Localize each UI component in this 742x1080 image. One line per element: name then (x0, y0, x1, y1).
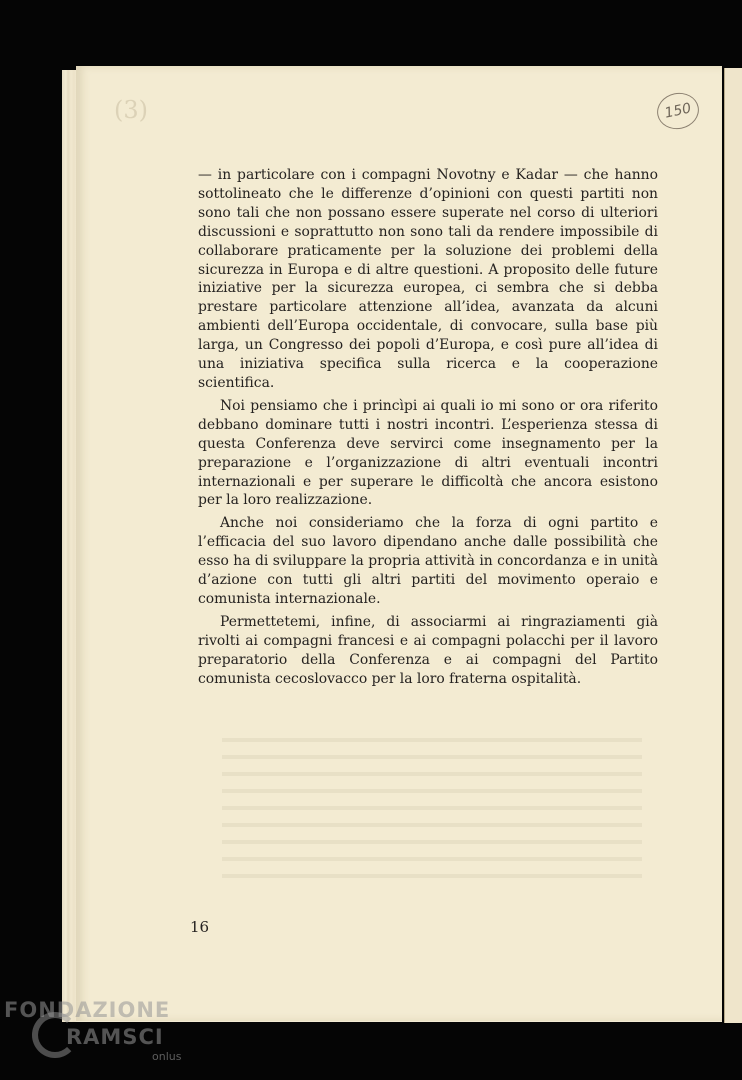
archive-stamp: 150 (654, 89, 703, 133)
paragraph-2: Noi pensiamo che i princìpi ai quali io mi sono or ora riferito debbano dominare tutti i nostri incontri. L’esperienza stessa di questa Conferenza deve servirci come insegnamento per la preparazione e l’organizzazione di altri eventuali incontri internazionali e per superare le difficoltà che ancora esistono per la loro realizzazione. (198, 397, 658, 509)
watermark-line-1: FONDAZIONE (4, 998, 171, 1022)
paragraph-3: Anche noi consideriamo che la forza di ogni partito e l’efficacia del suo lavoro dipendano anche dalle possibilità che esso ha di sviluppare la propria attività in concordanza e in unità d’azione con tutti gli altri partiti del movimento operaio e comunista internazionale. (198, 515, 658, 607)
paragraph-4: Permettetemi, infine, di associarmi ai ringraziamenti già rivolti ai compagni francesi e ai compagni polacchi per il lavoro preparatorio della Conferenza e ai compagni del Partito comunista cecoslovacco per la loro fraterna ospitalità. (198, 613, 658, 687)
watermark-line-2: RAMSCI (66, 1025, 164, 1049)
body-text (198, 166, 658, 692)
watermark-line-3: onlus (152, 1050, 182, 1063)
watermark-logo (4, 998, 204, 1078)
show-through-text (222, 738, 642, 898)
faded-bleed-through-mark: (3) (114, 96, 148, 124)
page-number: 16 (190, 918, 210, 936)
next-page-edge (724, 68, 742, 1023)
paragraph-1: — in particolare con i compagni Novotny e Kadar — che hanno sottolineato che le differenze d’opinioni con questi partiti non sono tali che non possano essere superate nel corso di ulteriori discussioni e soprattutto non sono tali da rendere impossibile di collaborare praticamente per la soluzione dei problemi della sicurezza in Europa e di altre questioni. A proposito delle future iniziative per la sicurezza europea, ci sembra che si debba prestare particolare attenzione all’idea, avanzata da alcuni ambienti dell’Europa occidentale, di convocare, sulla base più larga, un Congresso dei popoli d’Europa, e così pure all’idea di una iniziativa specifica sulla ricerca e la cooperazione scientifica. (198, 167, 658, 391)
